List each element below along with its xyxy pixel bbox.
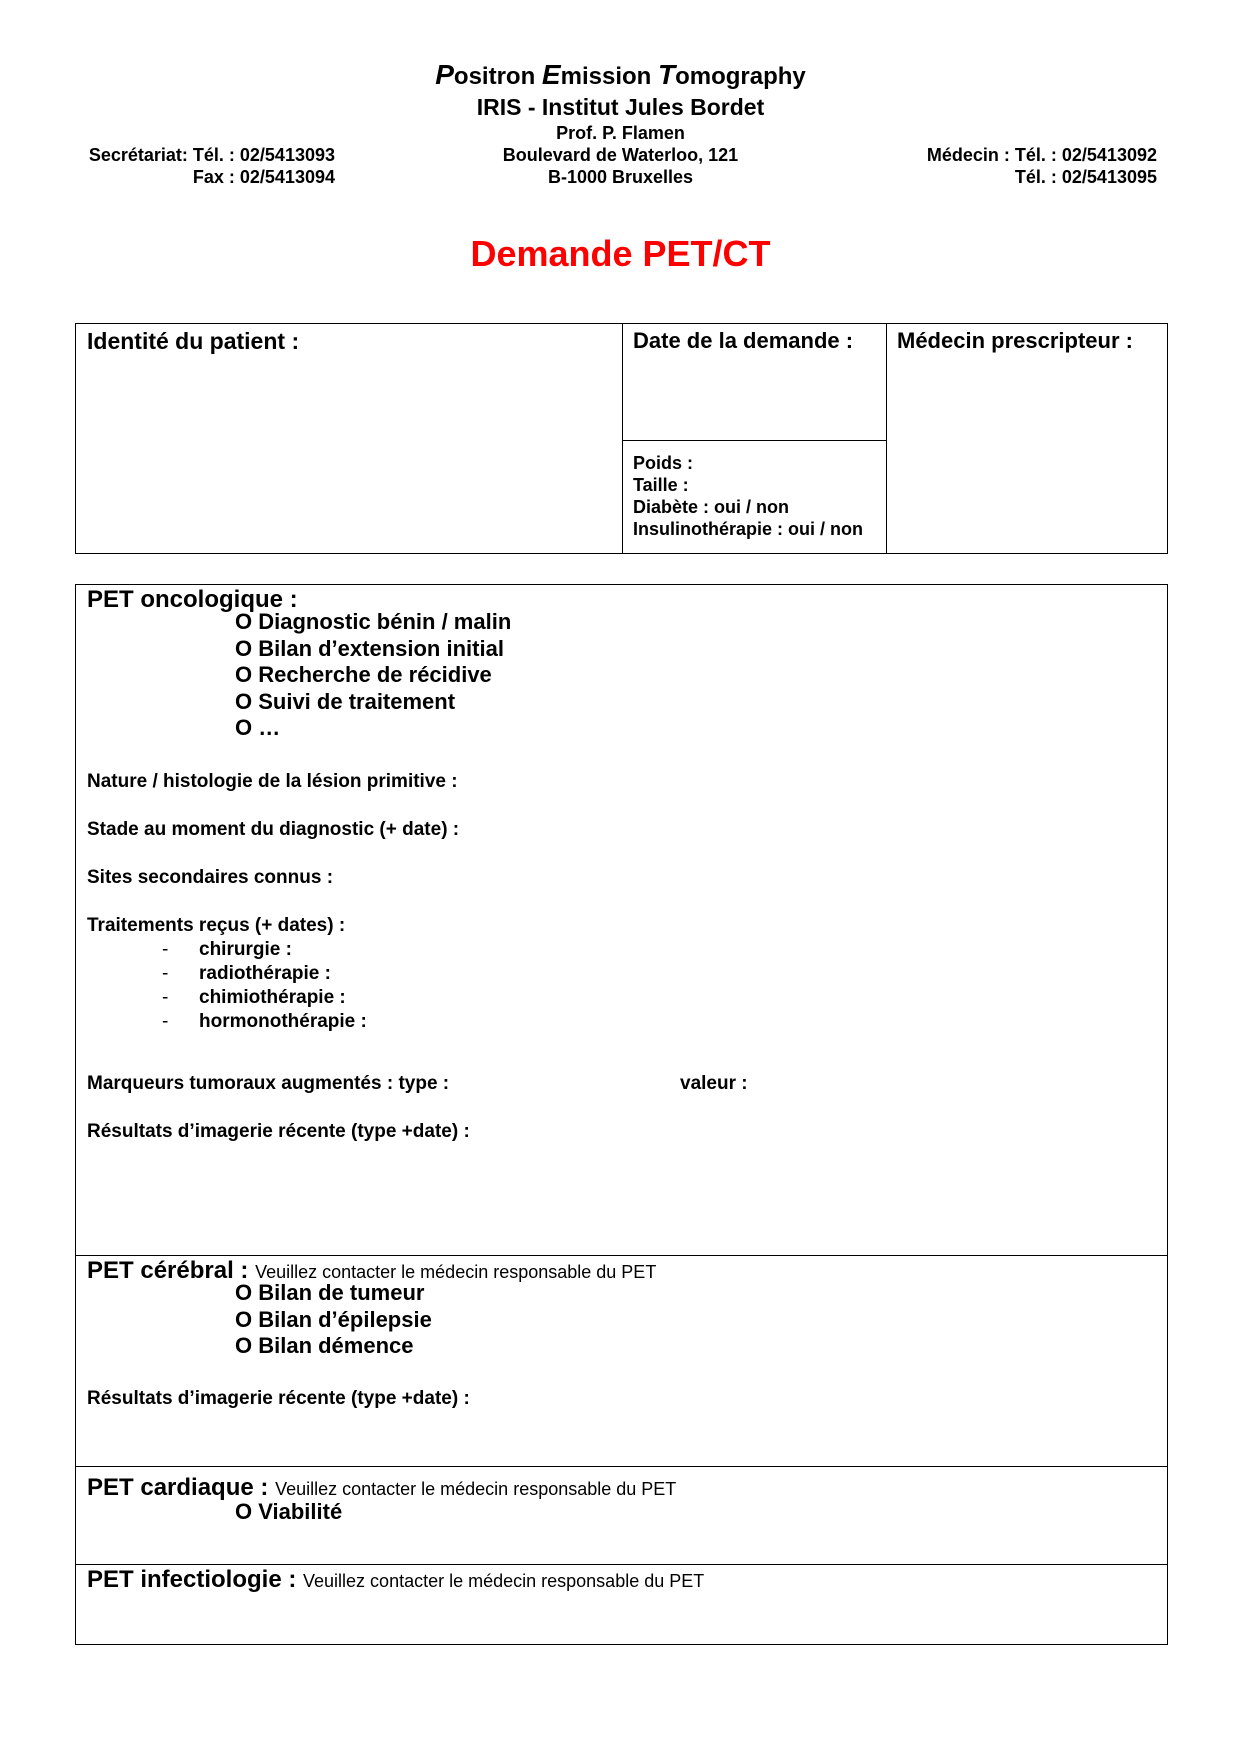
cell-divider	[622, 440, 886, 441]
section-oncologique	[76, 585, 1167, 1255]
chimiotherapie-label: chimiothérapie :	[199, 987, 346, 1008]
cerebral-imagerie-field[interactable]: Résultats d’imagerie récente (type +date) :	[87, 1388, 470, 1409]
infectiologie-title-row	[87, 1565, 704, 1596]
option-bilan-epilepsie[interactable]: O Bilan d’épilepsie	[235, 1306, 432, 1332]
taille-label: Taille :	[633, 475, 689, 495]
patient-identity-cell[interactable]	[76, 324, 623, 553]
cerebral-title: PET cérébral :	[87, 1257, 249, 1284]
list-item[interactable]	[162, 938, 367, 962]
traitements-field: Traitements reçus (+ dates) :	[87, 915, 346, 936]
section-infectiologie	[76, 1564, 1167, 1645]
patient-info-table	[75, 323, 1168, 554]
marqueurs-field[interactable]: Marqueurs tumoraux augmentés : type :	[87, 1073, 450, 1094]
chirurgie-label: chirurgie :	[199, 939, 292, 960]
exam-request-table	[75, 584, 1168, 1645]
department-title	[0, 60, 1241, 92]
option-viabilite[interactable]: O Viabilité	[235, 1499, 343, 1524]
option-bilan-demence[interactable]: O Bilan démence	[235, 1333, 414, 1358]
poids-label: Poids :	[633, 453, 694, 473]
title-word-emission: mission	[560, 63, 658, 90]
list-item[interactable]	[162, 962, 367, 986]
prescriber-label: Médecin prescripteur :	[897, 328, 1133, 353]
option-diagnostic[interactable]: O Diagnostic bénin / malin	[235, 609, 512, 634]
option-other[interactable]: O …	[235, 715, 281, 740]
patient-identity-label: Identité du patient :	[87, 328, 300, 354]
cardiaque-title-row	[87, 1473, 676, 1504]
address-line1: Boulevard de Waterloo, 121	[502, 145, 739, 165]
patient-vitals	[633, 452, 863, 540]
diabete-label: Diabète : oui / non	[633, 497, 789, 517]
list-dash: -	[162, 963, 169, 984]
request-date-cell[interactable]	[622, 324, 887, 553]
list-item[interactable]	[162, 986, 367, 1010]
list-item[interactable]	[162, 1010, 367, 1034]
section-cardiaque	[76, 1466, 1167, 1565]
prescriber-cell[interactable]	[886, 324, 1167, 553]
cardiaque-options	[235, 1499, 342, 1526]
radiotherapie-label: radiothérapie :	[199, 963, 331, 984]
medecin-contact	[927, 144, 1157, 188]
sites-field[interactable]: Sites secondaires connus :	[87, 867, 334, 888]
secretariat-contact	[89, 144, 335, 188]
valeur-field[interactable]: valeur :	[680, 1073, 748, 1094]
section-cerebral	[76, 1255, 1167, 1467]
medecin-tel2: Tél. : 02/5413095	[1014, 167, 1157, 187]
cerebral-options	[235, 1280, 432, 1360]
cerebral-note: Veuillez contacter le médecin responsable du PET	[255, 1262, 657, 1282]
list-dash: -	[162, 987, 169, 1008]
secretariat-tel: Secrétariat: Tél. : 02/5413093	[88, 145, 335, 165]
traitements-list	[162, 938, 367, 1034]
stade-field[interactable]: Stade au moment du diagnostic (+ date) :	[87, 819, 460, 840]
list-dash: -	[162, 939, 169, 960]
title-word-positron: ositron	[453, 63, 542, 90]
cardiaque-note: Veuillez contacter le médecin responsable du PET	[275, 1479, 677, 1499]
professor-name: Prof. P. Flamen	[556, 123, 685, 143]
form-title: Demande PET/CT	[470, 233, 771, 274]
imagerie-field[interactable]: Résultats d’imagerie récente (type +date) :	[87, 1121, 470, 1142]
option-recherche-recidive[interactable]: O Recherche de récidive	[235, 662, 492, 687]
hormonotherapie-label: hormonothérapie :	[199, 1011, 367, 1032]
title-initial-p: P	[435, 59, 454, 90]
institute-name: IRIS - Institut Jules Bordet	[476, 94, 765, 120]
secretariat-fax: Fax : 02/5413094	[192, 167, 335, 187]
title-initial-e: E	[541, 59, 561, 90]
title-word-tomography: omography	[675, 63, 806, 90]
request-date-label: Date de la demande :	[633, 328, 854, 353]
cardiaque-title: PET cardiaque :	[87, 1474, 269, 1501]
option-bilan-tumeur[interactable]: O Bilan de tumeur	[235, 1280, 425, 1305]
nature-field[interactable]: Nature / histologie de la lésion primitive :	[87, 771, 458, 792]
list-dash: -	[162, 1011, 169, 1032]
title-initial-t: T	[657, 59, 676, 90]
infectiologie-title: PET infectiologie :	[87, 1566, 297, 1593]
oncologique-title: PET oncologique :	[87, 586, 298, 613]
medecin-tel: Médecin : Tél. : 02/5413092	[926, 145, 1157, 165]
option-suivi-traitement[interactable]: O Suivi de traitement	[235, 688, 456, 714]
option-bilan-extension[interactable]: O Bilan d’extension initial	[235, 635, 504, 661]
infectiologie-note: Veuillez contacter le médecin responsable du PET	[303, 1571, 705, 1591]
letterhead	[0, 0, 1241, 200]
address-line2: B-1000 Bruxelles	[547, 167, 694, 187]
insulinotherapie-label: Insulinothérapie : oui / non	[633, 519, 863, 539]
oncologique-options	[235, 609, 511, 742]
